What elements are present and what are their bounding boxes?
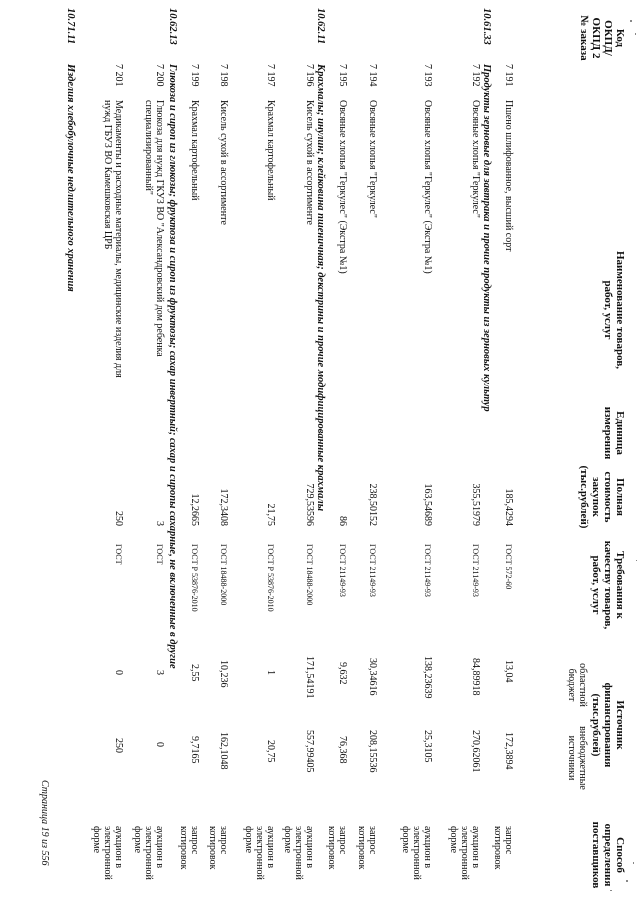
row-7199-requirement: ГОСТ Р 53876-2010	[190, 544, 199, 612]
row-7196-method: аукцион в электронной форме	[282, 826, 315, 880]
row-7198-number: 7 198	[218, 64, 229, 87]
group-title-10-62-13: Глюкоза и сироп из глюкозы; фруктоза и сироп из фруктозы; сахар инвертный; сахар и сиропы сахарные, не включенные в другие	[167, 64, 178, 669]
row-7196-cost: 729,53596	[304, 483, 315, 526]
row-7198-method: запрос котировок	[207, 826, 229, 870]
row-7191-method: запрос котировок	[492, 826, 514, 870]
row-7196-requirement: ГОСТ 18488-2000	[305, 544, 314, 606]
row-7196-name: Кисель сухой в ассортименте	[304, 100, 315, 225]
row-7191-number: 7 191	[503, 64, 514, 87]
row-7199-number: 7 199	[189, 64, 200, 87]
row-7195-method: запрос котировок	[326, 826, 348, 870]
row-7194-requirement: ГОСТ 21149-93	[368, 544, 377, 597]
group-code-10-62-13: 10.62.13	[167, 8, 178, 45]
row-7197-extra: 20,75	[265, 740, 276, 763]
row-7191-name: Пшено шлифованное, высший сорт	[503, 100, 514, 252]
header-cost: Полная стоимость закупок (тыс.рублей)	[578, 465, 626, 529]
row-7196-regional: 171,54191	[304, 656, 315, 699]
row-7192-number: 7 192	[470, 64, 481, 87]
row-7195-name: Овсяные хлопья "Геркулес" (Экстра №1)	[337, 100, 348, 274]
row-7199-extra: 9,7165	[189, 736, 200, 764]
header-funding-extra: внебюджетные источники	[566, 726, 588, 790]
group-title-10-62-11: Крахмалы; инулин; клейковина пшеничная; декстрины и прочие модифицированные крахмалы	[315, 64, 326, 511]
row-7195-cost: 86	[337, 516, 348, 526]
row-7192-cost: 355,51979	[470, 483, 481, 526]
row-7192-requirement: ГОСТ 21149-93	[471, 544, 480, 597]
row-7198-name: Кисель сухой в ассортименте	[218, 100, 229, 225]
row-7200-cost: 3	[154, 521, 165, 526]
row-7192-extra: 270,62061	[470, 730, 481, 773]
row-7197-requirement: ГОСТ Р 53876-2010	[266, 544, 275, 612]
page-number: Страница 19 из 556	[39, 780, 50, 866]
row-7196-extra: 557,99405	[304, 730, 315, 773]
header-requirements: Требования к качеству товаров, работ, услуг	[590, 540, 626, 630]
scan-speck	[630, 20, 632, 22]
row-7197-cost: 21,75	[265, 503, 276, 526]
header-unit: Единица измерения	[602, 406, 626, 460]
row-7200-requirement: ГОСТ	[155, 544, 164, 565]
header-method: Способ определения поставщиков	[590, 821, 626, 889]
scan-speck	[633, 862, 634, 864]
row-7198-cost: 172,3408	[218, 488, 229, 526]
scan-speck	[626, 880, 628, 882]
row-7201-requirement: ГОСТ	[114, 544, 123, 565]
group-title-10-61-33: Продукты зерновые для завтрака и прочие продукты из зерновых культур	[481, 64, 492, 412]
row-7200-extra: 0	[154, 742, 165, 747]
row-7200-regional: 3	[154, 670, 165, 675]
row-7197-regional: 1	[265, 670, 276, 675]
row-7199-name: Крахмал картофельный	[189, 100, 200, 201]
row-7194-name: Овсяные хлопья "Геркулес"	[367, 100, 378, 218]
header-funding: Источник финансирования (тыс.рублей)	[590, 682, 626, 768]
row-7195-regional: 9,632	[337, 662, 348, 685]
row-7191-requirement: ГОСТ 572-60	[504, 544, 513, 590]
scan-speck	[636, 560, 637, 561]
row-7201-regional: 0	[113, 670, 124, 675]
row-7194-cost: 238,50152	[367, 483, 378, 526]
row-7193-name: Овсяные хлопья "Геркулес" (Экстра №1)	[422, 100, 433, 274]
row-7201-name: Медикаменты и расходные материалы, медицинские изделия для нужд ГБУЗ ВО Камешковская ЦРБ	[102, 100, 124, 378]
row-7193-method: аукцион в электронной форме	[400, 826, 433, 880]
row-7192-method: аукцион в электронной форме	[448, 826, 481, 880]
row-7201-number: 7 201	[113, 64, 124, 87]
row-7194-number: 7 194	[367, 64, 378, 87]
row-7197-number: 7 197	[265, 64, 276, 87]
row-7195-requirement: ГОСТ 21149-93	[338, 544, 347, 597]
row-7193-cost: 163,54689	[422, 483, 433, 526]
row-7195-number: 7 195	[337, 64, 348, 87]
row-7196-number: 7 196	[304, 64, 315, 87]
row-7194-regional: 30,34616	[367, 658, 378, 696]
row-7200-name: Глюкоза для нужд ГКУЗ ВО "Александровский дом ребенка специализированный"	[143, 100, 165, 357]
row-7193-number: 7 193	[422, 64, 433, 87]
row-7193-regional: 138,23639	[422, 656, 433, 699]
header-funding-regional: областной бюджет	[566, 663, 588, 707]
row-7200-number: 7 200	[154, 64, 165, 87]
row-7201-cost: 250	[113, 511, 124, 526]
group-code-10-71-11: 10.71.11	[65, 8, 76, 45]
header-code: Код ОКПД/ ОКПД 2 № заказа	[578, 15, 626, 61]
group-code-10-62-11: 10.62.11	[315, 8, 326, 45]
row-7197-name: Крахмал картофельный	[265, 100, 276, 201]
header-name: Наименование товаров, работ, услуг	[602, 250, 626, 370]
row-7198-requirement: ГОСТ 18488-2000	[219, 544, 228, 606]
row-7191-regional: 13,04	[503, 660, 514, 683]
row-7192-regional: 84,89918	[470, 658, 481, 696]
row-7199-method: запрос котировок	[178, 826, 200, 870]
row-7198-regional: 10,236	[218, 660, 229, 688]
row-7198-extra: 162,1048	[218, 732, 229, 770]
row-7194-extra: 208,15536	[367, 730, 378, 773]
row-7191-cost: 185,4294	[503, 488, 514, 526]
row-7199-regional: 2,55	[189, 664, 200, 682]
row-7192-name: Овсяные хлопья "Геркулес"	[470, 100, 481, 218]
group-code-10-61-33: 10.61.33	[481, 8, 492, 45]
row-7201-extra: 250	[113, 738, 124, 753]
row-7193-extra: 25,3105	[422, 730, 433, 763]
row-7199-cost: 12,2665	[189, 493, 200, 526]
row-7197-method: аукцион в электронной форме	[243, 826, 276, 880]
row-7200-method: аукцион в электронной форме	[132, 826, 165, 880]
group-title-10-71-11: Изделия хлебобулочные недлительного хранения	[65, 64, 76, 292]
row-7194-method: запрос котировок	[356, 826, 378, 870]
row-7201-method: аукцион в электронной форме	[91, 826, 124, 880]
row-7195-extra: 76,368	[337, 736, 348, 764]
scan-speck	[635, 33, 636, 35]
row-7191-extra: 172,3894	[503, 732, 514, 770]
row-7193-requirement: ГОСТ 21149-93	[423, 544, 432, 597]
